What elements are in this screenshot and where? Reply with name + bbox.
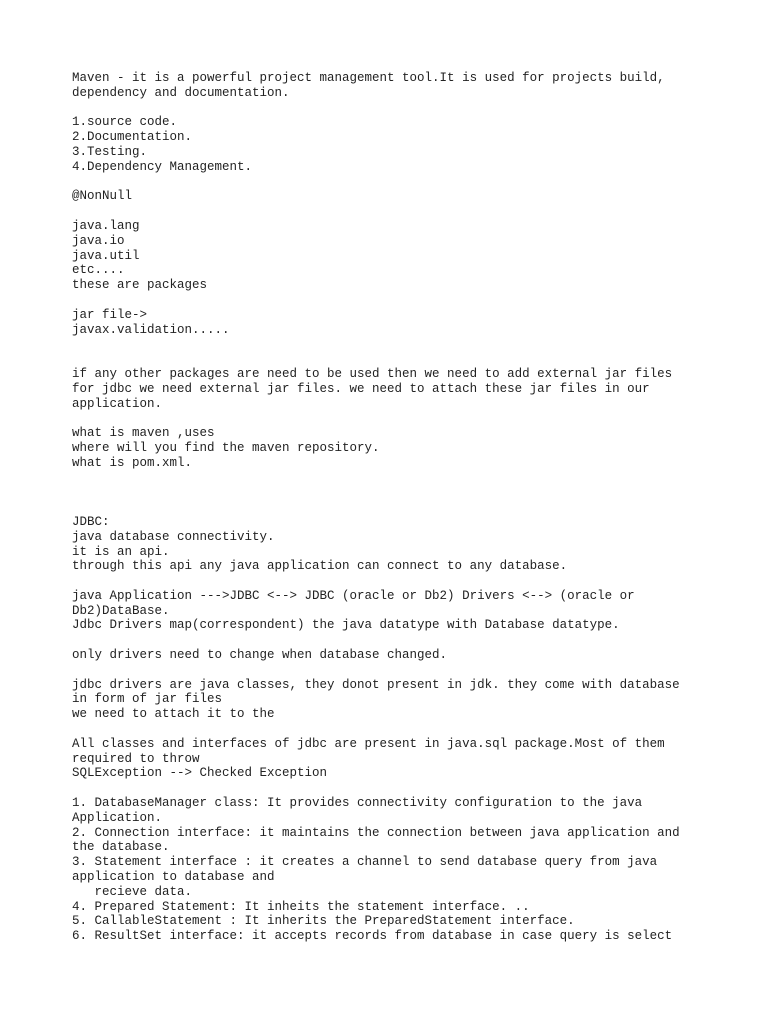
text-line: 3. Statement interface : it creates a channel to send database query from java: [72, 855, 658, 870]
text-line: [72, 337, 712, 352]
text-line: [72, 352, 712, 367]
text-line: where will you find the maven repository.: [72, 440, 380, 455]
text-line: through this api any java application can connect to any database.: [72, 559, 568, 574]
text-line: [72, 663, 712, 678]
text-line: for jdbc we need external jar files. we need to attach these jar files in our: [72, 381, 650, 396]
text-line: java database connectivity.: [72, 529, 275, 544]
text-line: java Application --->JDBC <--> JDBC (oracle or Db2) Drivers <--> (oracle or: [72, 588, 635, 603]
text-line: 1. DatabaseManager class: It provides connectivity configuration to the java: [72, 796, 643, 811]
text-line: SQLException --> Checked Exception: [72, 766, 328, 781]
text-line: JDBC:: [72, 514, 110, 529]
text-line: 4.Dependency Management.: [72, 159, 253, 174]
text-line: [72, 633, 712, 648]
text-line: java.lang: [72, 218, 140, 233]
text-line: 2.Documentation.: [72, 130, 193, 145]
text-line: [72, 204, 712, 219]
text-line: java.util: [72, 248, 140, 263]
text-line: jdbc drivers are java classes, they donot present in jdk. they come with database: [72, 677, 680, 692]
text-line: what is pom.xml.: [72, 455, 193, 470]
text-line: Maven - it is a powerful project management tool.It is used for projects build,: [72, 71, 665, 85]
text-line: [72, 101, 712, 116]
text-line: [72, 574, 712, 589]
text-line: java.io: [72, 233, 125, 248]
text-line: All classes and interfaces of jdbc are present in java.sql package.Most of them: [72, 736, 665, 751]
text-line: in form of jar files: [72, 692, 223, 707]
text-line: 6. ResultSet interface: it accepts records from database in case query is select: [72, 929, 673, 944]
text-line: if any other packages are need to be used then we need to add external jar files: [72, 366, 673, 381]
text-line: [72, 781, 712, 796]
text-line: 4. Prepared Statement: It inheits the statement interface. ..: [72, 899, 530, 914]
text-line: etc....: [72, 263, 125, 278]
text-line: @NonNull: [72, 189, 133, 204]
text-line: [72, 175, 712, 190]
text-line: [72, 293, 712, 308]
text-line: [72, 500, 712, 515]
text-line: [72, 722, 712, 737]
text-line: the database.: [72, 840, 170, 855]
text-line: javax.validation.....: [72, 322, 230, 337]
text-line: application to database and: [72, 870, 275, 885]
text-line: recieve data.: [72, 884, 193, 899]
text-line: required to throw: [72, 751, 200, 766]
text-line: it is an api.: [72, 544, 170, 559]
text-line: 3.Testing.: [72, 144, 148, 159]
text-line: jar file->: [72, 307, 148, 322]
text-line: [72, 471, 712, 486]
text-line: dependency and documentation.: [72, 85, 290, 100]
text-line: we need to attach it to the: [72, 707, 275, 722]
text-line: 1.source code.: [72, 115, 178, 130]
text-line: Db2)DataBase.: [72, 603, 170, 618]
text-line: [72, 411, 712, 426]
text-line: 5. CallableStatement : It inherits the PreparedStatement interface.: [72, 914, 575, 929]
text-line: what is maven ,uses: [72, 426, 215, 441]
text-line: Jdbc Drivers map(correspondent) the java datatype with Database datatype.: [72, 618, 620, 633]
text-line: 2. Connection interface: it maintains the connection between java application and: [72, 825, 680, 840]
text-line: only drivers need to change when database changed.: [72, 648, 448, 663]
text-line: [72, 485, 712, 500]
text-line: application.: [72, 396, 163, 411]
text-line: these are packages: [72, 278, 208, 293]
document-body: [72, 71, 712, 944]
text-line: Application.: [72, 810, 163, 825]
